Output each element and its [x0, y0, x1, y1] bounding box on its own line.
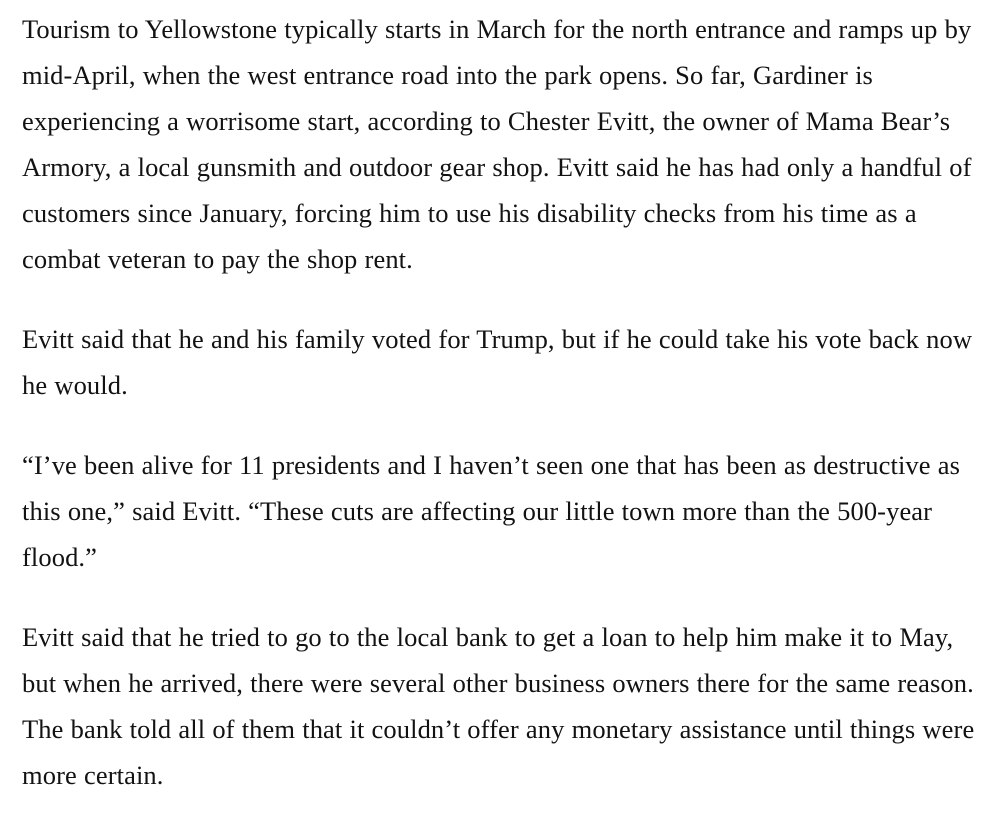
article-paragraph: Tourism to Yellowstone typically starts in March for the north entrance and ramps up by mid-April, when the west entrance road into the park opens. So far, Gardiner is experiencing a worrisome start, according to Chester Evitt, the owner of Mama Bear’s Armory, a local gunsmith and outdoor gear shop. Evitt said he has had only a handful of customers since January, forcing him to use his disability checks from his time as a combat veteran to pay the shop rent. [22, 14, 972, 274]
article-paragraph: Evitt said that he and his family voted for Trump, but if he could take his vote back now he would. [22, 324, 973, 400]
article-paragraph: “I’ve been alive for 11 presidents and I haven’t seen one that has been as destructive as this one,” said Evitt. “These cuts are affecting our little town more than the 500-year flood.” [22, 450, 961, 572]
article-paragraph: Evitt said that he tried to go to the local bank to get a loan to help him make it to May, but when he arrived, there were several other business owners there for the same reason. The bank told all of them that it couldn’t offer any monetary assistance until things were more certain. [22, 622, 975, 790]
